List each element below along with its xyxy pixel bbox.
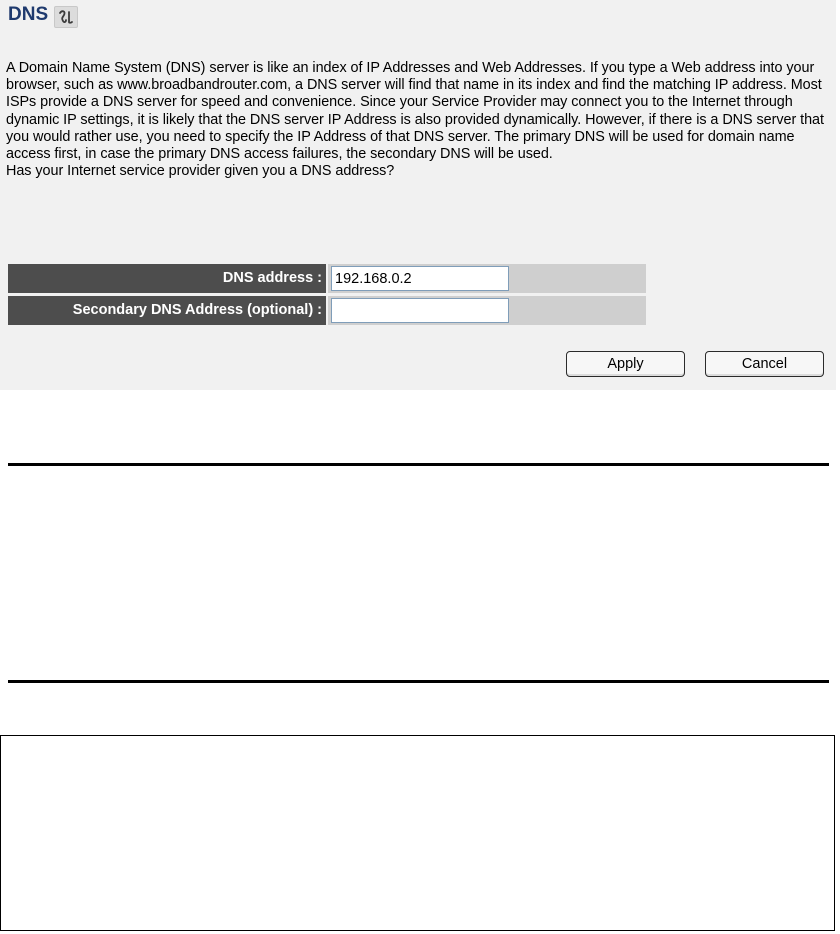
dns-question: Has your Internet service provider given you a DNS address?	[6, 163, 395, 180]
dns-address-row	[8, 264, 646, 293]
secondary-dns-cell	[328, 296, 646, 325]
secondary-dns-label: Secondary DNS Address (optional) :	[8, 296, 326, 325]
page-title: DNS	[8, 4, 49, 25]
apply-button[interactable]: Apply	[566, 351, 685, 377]
dns-address-cell	[328, 264, 646, 293]
empty-frame	[0, 735, 835, 931]
page-title-row	[8, 4, 78, 26]
divider-top	[8, 463, 829, 466]
secondary-dns-input[interactable]	[331, 298, 509, 323]
dns-address-label: DNS address :	[8, 264, 326, 293]
description-text	[6, 60, 828, 180]
secondary-dns-row	[8, 296, 646, 325]
description-paragraph: A Domain Name System (DNS) server is like an index of IP Addresses and Web Addresses. If you type a Web address into your browser, such as www.broadbandrouter.com, a DNS server will find that name in its index and find the matching IP address. Most ISPs provide a DNS server for speed and convenience. Since your Service Provider may connect you to the Internet through dynamic IP settings, it is likely that the DNS server IP Address is also provided dynamically. However, if there is a DNS server that you would rather use, you need to specify the IP Address of that DNS server. The primary DNS will be used for domain name access first, in case the primary DNS access failures, the secondary DNS will be used.	[6, 60, 824, 163]
dns-address-input[interactable]	[331, 266, 509, 291]
cancel-button[interactable]: Cancel	[705, 351, 824, 377]
dns-settings-panel	[0, 0, 836, 390]
help-icon[interactable]	[54, 6, 78, 28]
divider-bottom	[8, 680, 829, 683]
